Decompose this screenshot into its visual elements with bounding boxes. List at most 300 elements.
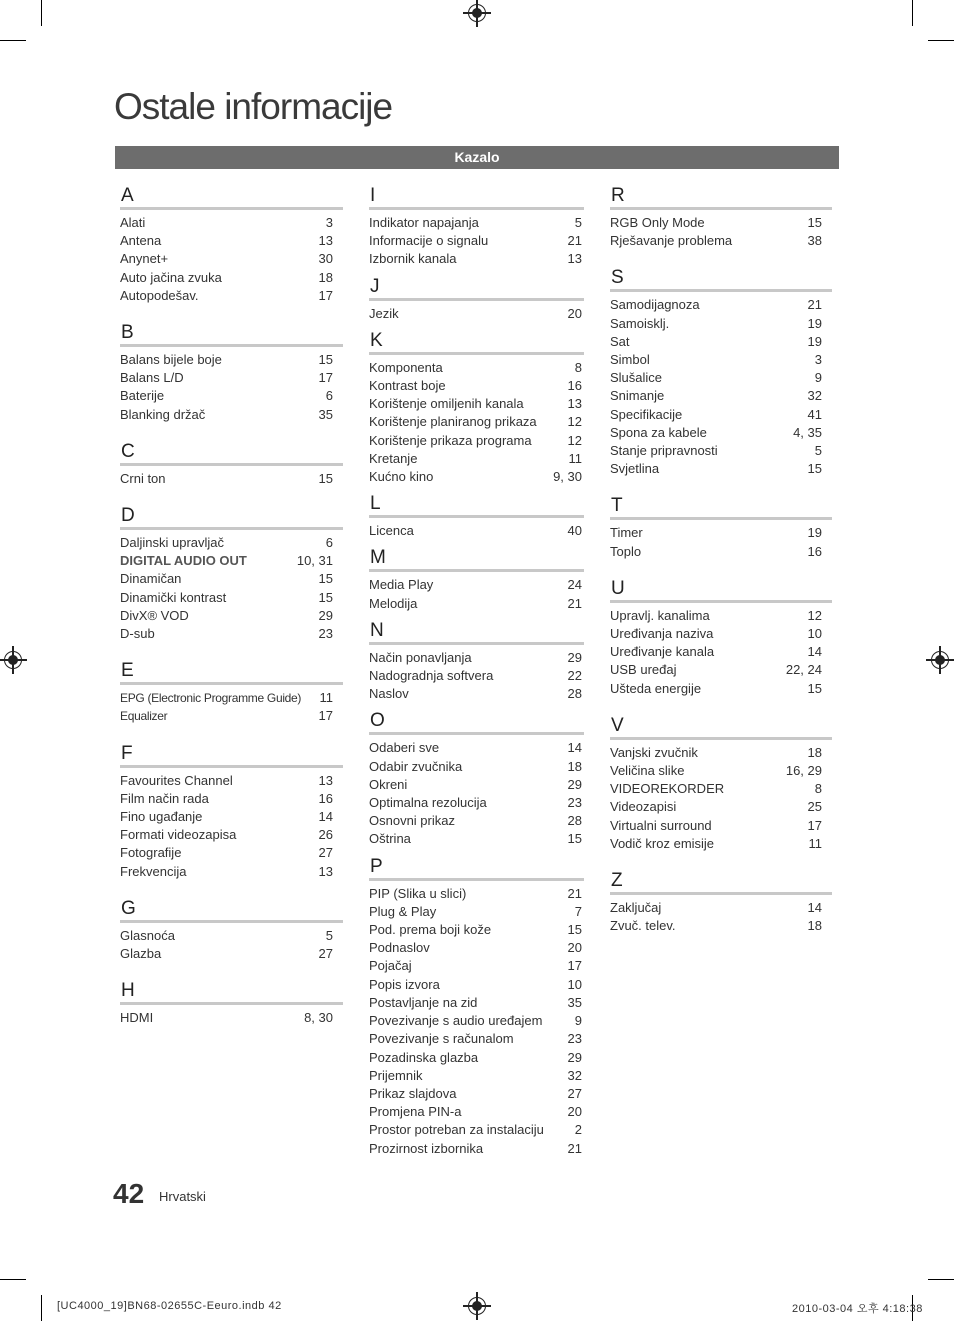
index-entry-page: 15	[318, 352, 333, 368]
index-entry	[369, 776, 584, 794]
index-entry-label: Crni ton	[120, 470, 166, 486]
index-entry	[120, 470, 343, 488]
index-entry-page: 11	[568, 450, 582, 466]
index-entry-page: 7	[574, 903, 582, 919]
index-entries	[120, 210, 343, 305]
index-entry-page: 15	[807, 461, 822, 477]
index-entry	[369, 994, 584, 1012]
index-entry	[369, 214, 584, 232]
index-entries	[610, 603, 832, 698]
index-entry	[120, 214, 343, 232]
index-entry-label: Kućno kino	[369, 469, 434, 485]
index-entry	[610, 817, 832, 835]
index-entry-page: 32	[567, 1067, 582, 1083]
index-entry-label: Fino ugađanje	[120, 809, 203, 825]
index-entry-page: 23	[318, 626, 333, 642]
index-entry	[610, 333, 832, 351]
index-group-l	[369, 492, 584, 540]
index-entry-label: Daljinski upravljač	[120, 535, 225, 551]
index-entry-label: Toplo	[610, 543, 642, 559]
index-entry-page: 21	[567, 885, 582, 901]
index-entry-label: Film način rada	[120, 790, 209, 806]
index-entry	[369, 1012, 584, 1030]
index-entry-page: 3	[325, 215, 333, 230]
index-entry-page: 11	[808, 835, 822, 851]
index-entry-label: Korištenje planiranog prikaza	[369, 414, 537, 430]
index-letter: U	[610, 577, 832, 603]
index-entry	[610, 917, 832, 935]
index-letter: S	[610, 266, 832, 292]
registration-mark-icon	[468, 1297, 486, 1315]
index-entry	[120, 589, 343, 607]
index-entries	[120, 768, 343, 881]
index-group-t	[610, 494, 832, 560]
index-entry	[369, 885, 584, 903]
index-entry-page: 18	[567, 758, 582, 774]
index-entry-label: Povezivanje s audio uređajem	[369, 1013, 543, 1029]
index-entry-page: 20	[567, 305, 582, 321]
index-entries	[369, 210, 584, 269]
index-entry-page: 13	[318, 863, 333, 879]
index-entry-label: Prostor potreban za instalaciju	[369, 1122, 544, 1138]
index-entry-label: Ušteda energije	[610, 680, 702, 696]
index-entry-label: Način ponavljanja	[369, 649, 472, 665]
index-entries	[610, 740, 832, 853]
index-entry	[369, 976, 584, 994]
index-entry	[120, 387, 343, 405]
index-entry	[120, 707, 343, 725]
crop-mark	[928, 1279, 954, 1280]
index-entry-page: 14	[807, 644, 822, 660]
index-entry	[610, 351, 832, 369]
index-entry-page: 15	[318, 589, 333, 605]
index-entry-page: 12	[807, 607, 822, 623]
index-entry	[610, 406, 832, 424]
index-entries	[610, 520, 832, 560]
index-entry-page: 17	[318, 708, 333, 724]
index-entry-page: 22	[567, 668, 582, 684]
index-entry-page: 29	[567, 649, 582, 665]
index-entry-page: 30	[318, 251, 333, 267]
index-entry-label: Podnaslov	[369, 940, 430, 956]
index-entry-label: Rješavanje problema	[610, 233, 733, 249]
index-entry-label: Promjena PIN-a	[369, 1104, 462, 1120]
index-entry-label: Kontrast boje	[369, 378, 446, 394]
index-entry-page: 24	[567, 577, 582, 593]
index-group-m	[369, 546, 584, 612]
index-group-j	[369, 275, 584, 323]
index-letter: L	[369, 492, 584, 518]
index-letter: B	[120, 321, 343, 347]
index-entry-page: 21	[567, 1140, 582, 1156]
index-entry-page: 15	[807, 215, 822, 230]
index-entry	[369, 685, 584, 703]
index-entry	[369, 395, 584, 413]
index-entry-label: Simbol	[610, 352, 650, 368]
index-entry	[120, 826, 343, 844]
index-entry-label: Sat	[610, 333, 630, 349]
index-entries	[369, 518, 584, 540]
index-entry-label: Vanjski zvučnik	[610, 744, 698, 760]
index-entry	[120, 625, 343, 643]
index-entry-label: Odabir zvučnika	[369, 758, 463, 774]
index-entry-page: 15	[567, 831, 582, 847]
index-letter: E	[120, 659, 343, 685]
index-entry	[369, 377, 584, 395]
index-entry-label: Naslov	[369, 686, 409, 702]
index-entry	[610, 315, 832, 333]
index-entry-page: 35	[567, 994, 582, 1010]
index-letter: Z	[610, 869, 832, 895]
index-entry-page: 27	[567, 1085, 582, 1101]
index-entries	[369, 881, 584, 1158]
index-entry-page: 4, 35	[793, 424, 822, 440]
index-entry-label: Osnovni prikaz	[369, 813, 455, 829]
index-letter: F	[120, 742, 343, 768]
index-group-e	[120, 659, 343, 725]
section-header: Kazalo	[115, 146, 839, 169]
index-entry	[610, 625, 832, 643]
index-entry-page: 6	[325, 388, 333, 404]
index-entry-page: 35	[318, 406, 333, 422]
print-file-info: [UC4000_19]BN68-02655C-Eeuro.indb 42	[57, 1300, 282, 1312]
index-entry	[120, 287, 343, 305]
index-entry-label: Informacije o signalu	[369, 233, 489, 249]
index-entry-page: 14	[567, 740, 582, 756]
index-entry-label: Anynet+	[120, 251, 169, 267]
index-group-c	[120, 440, 343, 488]
index-entry-label: Spona za kabele	[610, 424, 707, 440]
index-entry-label: Slušalice	[610, 370, 663, 386]
index-letter: T	[610, 494, 832, 520]
index-group-r	[610, 184, 832, 250]
index-entry-label: Videozapisi	[610, 799, 677, 815]
index-entry	[120, 269, 343, 287]
index-entry	[610, 780, 832, 798]
index-entry-label: Media Play	[369, 577, 434, 593]
index-entry-page: 10	[807, 626, 822, 642]
index-entry-label: Formati videozapisa	[120, 827, 237, 843]
index-entry	[369, 830, 584, 848]
index-entry	[610, 661, 832, 679]
index-entry-label: D-sub	[120, 626, 155, 642]
index-entry-label: Veličina slike	[610, 763, 685, 779]
index-entry-page: 25	[807, 799, 822, 815]
index-entry-label: Uređivanje kanala	[610, 644, 715, 660]
index-entry-page: 21	[807, 297, 822, 313]
index-entry-label: Izbornik kanala	[369, 251, 457, 267]
index-entry-label: Pozadinska glazba	[369, 1049, 479, 1065]
index-entry	[369, 450, 584, 468]
index-entry	[120, 945, 343, 963]
index-entry	[120, 232, 343, 250]
index-entry-page: 28	[567, 686, 582, 702]
index-entry-page: 17	[318, 287, 333, 303]
index-entries	[120, 466, 343, 488]
index-entries	[120, 685, 343, 725]
index-entry	[610, 424, 832, 442]
index-entry-label: Dinamičan	[120, 571, 182, 587]
index-entry-label: Okreni	[369, 776, 408, 792]
index-entry	[120, 552, 343, 570]
index-entry-label: Autopodešav.	[120, 287, 199, 303]
index-letter: D	[120, 504, 343, 530]
index-entry	[369, 595, 584, 613]
index-entry-page: 13	[318, 772, 333, 788]
index-entry-page: 3	[814, 352, 822, 368]
index-entry-page: 16	[567, 378, 582, 394]
index-group-a	[120, 184, 343, 305]
index-entry-page: 8	[574, 359, 582, 375]
index-column-3	[610, 184, 832, 951]
index-entry-label: Glasnoća	[120, 927, 175, 943]
index-letter: J	[369, 275, 584, 301]
index-entry	[120, 351, 343, 369]
index-entry-label: VIDEOREKORDER	[610, 781, 725, 797]
index-entry	[610, 899, 832, 917]
index-entry-label: Balans L/D	[120, 370, 184, 386]
index-entry-page: 21	[567, 595, 582, 611]
index-entry-page: 18	[318, 269, 333, 285]
index-entry	[369, 1049, 584, 1067]
page-language: Hrvatski	[159, 1189, 206, 1204]
index-entry-page: 40	[567, 523, 582, 539]
index-entry	[120, 406, 343, 424]
index-entry	[369, 1030, 584, 1048]
index-entry	[120, 607, 343, 625]
index-group-h	[120, 979, 343, 1027]
index-entry	[610, 369, 832, 387]
index-entry-page: 12	[567, 432, 582, 448]
index-entry	[369, 921, 584, 939]
index-entry	[369, 1067, 584, 1085]
index-entry-page: 12	[567, 414, 582, 430]
index-entry-label: Pojačaj	[369, 958, 412, 974]
index-entry-label: Korištenje omiljenih kanala	[369, 396, 524, 412]
index-entry	[369, 359, 584, 377]
index-entries	[120, 530, 343, 643]
index-entry-label: Melodija	[369, 595, 418, 611]
index-entry-page: 19	[807, 333, 822, 349]
index-entry-label: DIGITAL AUDIO OUT	[120, 553, 247, 569]
index-entry	[120, 570, 343, 588]
index-entry-page: 23	[567, 795, 582, 811]
index-letter: M	[369, 546, 584, 572]
index-entry-page: 9	[814, 370, 822, 386]
page-title: Ostale informacije	[114, 86, 393, 127]
index-entry-page: 20	[567, 1104, 582, 1120]
index-entry-label: Nadogradnja softvera	[369, 668, 494, 684]
index-entry-label: Jezik	[369, 305, 399, 321]
index-entry-label: Optimalna rezolucija	[369, 795, 487, 811]
index-entry-label: Povezivanje s računalom	[369, 1031, 514, 1047]
index-entry-page: 15	[318, 571, 333, 587]
index-entry-label: Vodič kroz emisije	[610, 835, 715, 851]
index-entry	[369, 1140, 584, 1158]
index-entries	[369, 301, 584, 323]
index-entry	[369, 812, 584, 830]
index-entry-page: 29	[567, 1049, 582, 1065]
index-entry-page: 8	[814, 781, 822, 797]
index-group-u	[610, 577, 832, 698]
index-entry	[369, 576, 584, 594]
index-entry	[120, 250, 343, 268]
index-entry	[120, 369, 343, 387]
index-entry-page: 19	[807, 525, 822, 541]
index-entry	[610, 296, 832, 314]
index-entry	[120, 1009, 343, 1027]
index-entry-page: 17	[567, 958, 582, 974]
index-entry-label: Zvuč. telev.	[610, 918, 676, 934]
index-entry-label: Baterije	[120, 388, 165, 404]
index-group-n	[369, 619, 584, 704]
index-entry-label: Korištenje prikaza programa	[369, 432, 532, 448]
crop-mark	[928, 40, 954, 41]
index-entry	[369, 939, 584, 957]
index-entry-label: Prozirnost izbornika	[369, 1140, 484, 1156]
index-entry-label: Uređivanja naziva	[610, 626, 714, 642]
index-entry	[610, 214, 832, 232]
index-entry-page: 19	[807, 315, 822, 331]
index-entry-page: 27	[318, 845, 333, 861]
index-entry	[120, 927, 343, 945]
index-letter: G	[120, 897, 343, 923]
index-entry	[120, 689, 343, 707]
index-entry	[369, 957, 584, 975]
index-entries	[120, 347, 343, 424]
index-entry	[120, 772, 343, 790]
index-entry-page: 23	[567, 1031, 582, 1047]
index-entry	[369, 250, 584, 268]
index-entry-label: Snimanje	[610, 388, 665, 404]
index-entry-label: Stanje pripravnosti	[610, 443, 718, 459]
index-entry	[369, 305, 584, 323]
index-entry-page: 27	[318, 946, 333, 962]
index-entry-page: 16, 29	[785, 763, 822, 779]
index-entry-page: 22, 24	[785, 662, 822, 678]
index-letter: C	[120, 440, 343, 466]
index-entry	[610, 798, 832, 816]
index-letter: O	[369, 709, 584, 735]
index-entry	[610, 524, 832, 542]
index-entry-page: 15	[318, 470, 333, 486]
index-entry	[610, 387, 832, 405]
index-entry-label: Upravlj. kanalima	[610, 607, 710, 623]
index-entry-page: 2	[574, 1122, 582, 1138]
index-letter: R	[610, 184, 832, 210]
index-entry-label: Fotografije	[120, 845, 182, 861]
crop-mark	[0, 40, 26, 41]
index-entry	[369, 739, 584, 757]
index-entry	[369, 522, 584, 540]
index-entry-page: 5	[325, 927, 333, 943]
crop-mark	[41, 0, 42, 26]
index-entry-page: 16	[807, 543, 822, 559]
index-entry-label: Plug & Play	[369, 903, 437, 919]
crop-mark	[41, 1295, 42, 1321]
index-entries	[120, 923, 343, 963]
index-entry-label: Zaključaj	[610, 900, 662, 916]
index-letter: I	[369, 184, 584, 210]
index-entries	[369, 735, 584, 848]
index-entry-page: 20	[567, 940, 582, 956]
index-entry-label: Frekvencija	[120, 863, 187, 879]
index-entry	[369, 1085, 584, 1103]
index-entry-label: Odaberi sve	[369, 740, 440, 756]
index-entry-page: 11	[319, 690, 333, 706]
page-number: 42	[113, 1178, 145, 1209]
index-entry-label: USB uređaj	[610, 662, 677, 678]
index-entry-page: 13	[567, 396, 582, 412]
index-entry-page: 10, 31	[296, 553, 333, 569]
index-entry-page: 13	[318, 233, 333, 249]
index-entry-label: Balans bijele boje	[120, 352, 222, 368]
index-entry-page: 8, 30	[304, 1010, 333, 1026]
index-group-v	[610, 714, 832, 853]
index-entry-page: 13	[567, 251, 582, 267]
index-entries	[120, 1005, 343, 1027]
index-entry	[610, 543, 832, 561]
index-entry-page: 29	[567, 776, 582, 792]
index-entry-label: Dinamički kontrast	[120, 589, 227, 605]
index-entry-label: Popis izvora	[369, 976, 440, 992]
index-group-d	[120, 504, 343, 643]
index-group-f	[120, 742, 343, 881]
index-entry	[120, 844, 343, 862]
index-group-o	[369, 709, 584, 848]
index-entry-label: Auto jačina zvuka	[120, 269, 222, 285]
index-entry-label: Favourites Channel	[120, 772, 233, 788]
index-entry-label: Timer	[610, 525, 643, 541]
index-entry-page: 15	[807, 680, 822, 696]
index-entry-page: 14	[318, 809, 333, 825]
crop-mark	[0, 1279, 26, 1280]
index-entry	[610, 442, 832, 460]
index-entry	[120, 790, 343, 808]
index-entry-page: 10	[567, 976, 582, 992]
index-group-k	[369, 329, 584, 486]
index-entry-page: 9	[574, 1013, 582, 1029]
index-entries	[369, 645, 584, 704]
index-entry	[369, 758, 584, 776]
index-entry-page: 29	[318, 607, 333, 623]
index-entry-page: 17	[318, 370, 333, 386]
index-entry	[369, 413, 584, 431]
index-entry	[369, 794, 584, 812]
index-entry-label: Samoisklj.	[610, 315, 670, 331]
index-letter: P	[369, 855, 584, 881]
print-timestamp: 2010-03-04 오후 4:18:38	[792, 1303, 923, 1315]
index-entry-label: Komponenta	[369, 359, 443, 375]
index-entry-label: DivX® VOD	[120, 607, 189, 623]
index-entry-page: 18	[807, 744, 822, 760]
registration-mark-icon	[468, 4, 486, 22]
index-group-g	[120, 897, 343, 963]
index-entry	[610, 762, 832, 780]
index-entry	[610, 835, 832, 853]
index-entry	[120, 534, 343, 552]
index-entry-label: Antena	[120, 233, 162, 249]
index-entry-page: 32	[807, 388, 822, 404]
index-entry	[610, 744, 832, 762]
index-entry-label: Blanking držač	[120, 406, 206, 422]
index-entry-label: Prijemnik	[369, 1067, 423, 1083]
index-entry-label: Oštrina	[369, 831, 411, 847]
index-entry-page: 5	[814, 443, 822, 459]
index-entries	[369, 572, 584, 612]
registration-mark-icon	[931, 651, 949, 669]
index-entry	[610, 643, 832, 661]
